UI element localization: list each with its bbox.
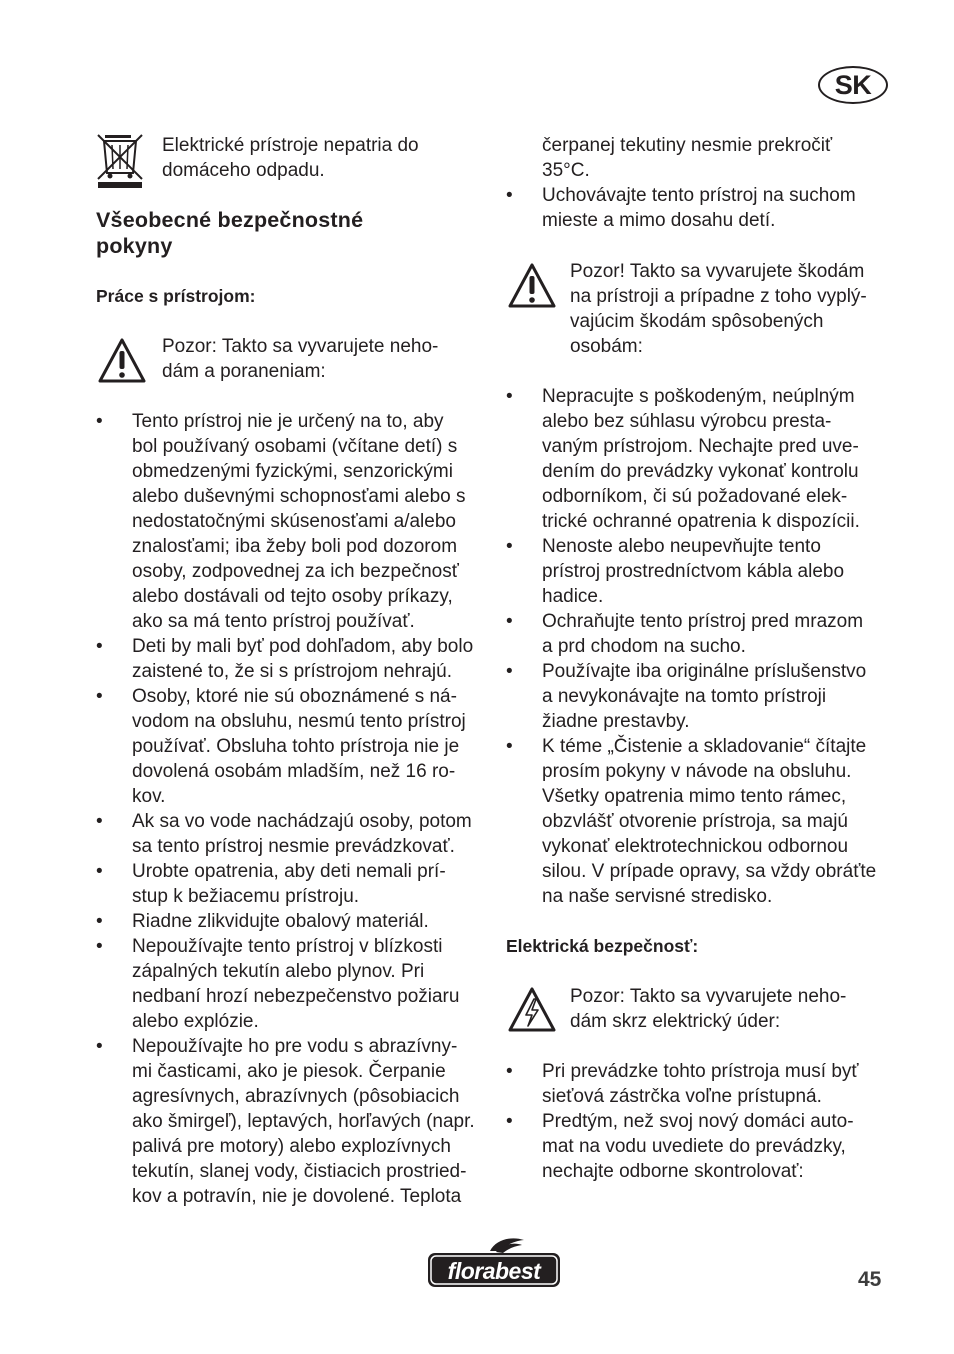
text-line: Ochraňujte tento prístroj pred mrazom bbox=[542, 611, 864, 632]
text-line: alebo explózie. bbox=[132, 1011, 259, 1032]
text-line: stup k bežiacemu prístroju. bbox=[132, 886, 360, 907]
work-heading: Práce s prístrojom: bbox=[96, 286, 256, 306]
text-line: silou. V prípade opravy, sa vždy obráťte bbox=[542, 861, 877, 882]
section-title-line: Všeobecné bezpečnostné bbox=[96, 208, 364, 232]
text-line: Pozor! Takto sa vyvarujete škodám bbox=[570, 261, 865, 282]
text-line: a nevykonávajte na tomto prístroji bbox=[542, 686, 827, 707]
text-line: sa tento prístroj nesmie prevádzkovať. bbox=[132, 836, 455, 857]
bullet-icon: • bbox=[506, 536, 513, 557]
text-line: nechajte odborne skontrolovať: bbox=[542, 1161, 804, 1182]
text-line: na prístroji a prípadne z toho vyplý- bbox=[570, 286, 867, 307]
text-line: Urobte opatrenia, aby deti nemali prí- bbox=[132, 861, 446, 882]
text-line: 35°C. bbox=[542, 160, 590, 181]
text-line: alebo duševnými schopnosťami alebo s bbox=[132, 486, 466, 507]
brand-logo-text: florabest bbox=[447, 1258, 541, 1284]
text-line: vykonať elektrotechnickou odbornou bbox=[542, 836, 849, 857]
text-line: Uchovávajte tento prístroj na suchom bbox=[542, 185, 856, 206]
text-line: Osoby, ktoré nie sú oboznámené s ná- bbox=[132, 686, 457, 707]
high-voltage-icon bbox=[508, 986, 556, 1033]
text-line: dám skrz elektrický úder: bbox=[570, 1011, 781, 1032]
text-line: Pri prevádzke tohto prístroja musí byť bbox=[542, 1061, 859, 1082]
crossed-out-wheelie-bin-icon bbox=[96, 133, 144, 189]
bullet-icon: • bbox=[96, 636, 103, 657]
bullet-icon: • bbox=[506, 185, 513, 206]
language-badge: SK bbox=[818, 66, 888, 104]
text-line: Všetky opatrenia mimo tento rámec, bbox=[542, 786, 847, 807]
bullet-icon: • bbox=[96, 1036, 103, 1057]
text-line: domáceho odpadu. bbox=[162, 160, 325, 181]
text-line: osobám: bbox=[570, 336, 643, 357]
text-line: trické ochranné opatrenia k dispozícii. bbox=[542, 511, 860, 532]
text-line: vodom na obsluhu, nesmú tento prístroj bbox=[132, 711, 466, 732]
text-line: kov. bbox=[132, 786, 166, 807]
bullet-icon: • bbox=[506, 1111, 513, 1132]
text-line: Predtým, než svoj nový domáci auto- bbox=[542, 1111, 854, 1132]
bullet-icon: • bbox=[506, 736, 513, 757]
bullet-icon: • bbox=[96, 911, 103, 932]
warning-electric-text bbox=[570, 984, 846, 1034]
text-line: hadice. bbox=[542, 586, 604, 607]
text-line: dovolená osobám mladším, než 16 ro- bbox=[132, 761, 456, 782]
text-line: vaným prístrojom. Nechajte pred uve- bbox=[542, 436, 859, 457]
text-line: Elektrické prístroje nepatria do bbox=[162, 135, 419, 156]
text-line: Riadne zlikvidujte obalový materiál. bbox=[132, 911, 429, 932]
text-line: mi časticami, ako je piesok. Čerpanie bbox=[132, 1061, 446, 1082]
text-line: znalosťami; iba žeby boli pod dozorom bbox=[132, 536, 458, 557]
text-line: Používajte iba originálne príslušenstvo bbox=[542, 661, 867, 682]
text-line: Pozor: Takto sa vyvarujete neho- bbox=[570, 986, 847, 1007]
bullet-icon: • bbox=[506, 1061, 513, 1082]
page-number: 45 bbox=[858, 1268, 882, 1291]
text-line: vajúcim škodám spôsobených bbox=[570, 311, 824, 332]
text-line: na naše servisné stredisko. bbox=[542, 886, 773, 907]
text-line: Deti by mali byť pod dohľadom, aby bolo bbox=[132, 636, 474, 657]
text-line: ako sa má tento prístroj používať. bbox=[132, 611, 415, 632]
text-line: alebo bez súhlasu výrobcu presta- bbox=[542, 411, 832, 432]
text-line: mieste a mimo dosahu detí. bbox=[542, 210, 776, 231]
text-line: tekutín, slanej vody, čistiacich prostried- bbox=[132, 1161, 467, 1182]
disposal-note bbox=[162, 133, 419, 183]
text-line: Nenoste alebo neupevňujte tento bbox=[542, 536, 821, 557]
text-line: ako šmirgeľ), leptavých, horľavých (napr. bbox=[132, 1111, 475, 1132]
text-line: kov a potravín, nie je dovolené. Teplota bbox=[132, 1186, 462, 1207]
bullet-icon: • bbox=[506, 386, 513, 407]
text-line: bol používaný osobami (včítane detí) s bbox=[132, 436, 458, 457]
text-line: a prd chodom na sucho. bbox=[542, 636, 746, 657]
section-title-line: pokyny bbox=[96, 234, 173, 258]
text-line: Nepoužívajte tento prístroj v blízkosti bbox=[132, 936, 443, 957]
text-line: obzvlášť otvorenie prístroja, sa majú bbox=[542, 811, 848, 832]
text-line: dením do prevádzky vykonať kontrolu bbox=[542, 461, 859, 482]
text-line: používať. Obsluha tohto prístroja nie je bbox=[132, 736, 460, 757]
text-line: sieťová zástrčka voľne prístupná. bbox=[542, 1086, 822, 1107]
text-line: Nepoužívajte ho pre vodu s abrazívny- bbox=[132, 1036, 458, 1057]
bullet-icon: • bbox=[96, 861, 103, 882]
text-line: nedostatočnými skúsenosťami a/alebo bbox=[132, 511, 456, 532]
text-line: Pozor: Takto sa vyvarujete neho- bbox=[162, 336, 439, 357]
text-line: zaistené to, že si s prístrojom nehrajú. bbox=[132, 661, 452, 682]
bullet-icon: • bbox=[506, 661, 513, 682]
text-line: palivá pre motory) alebo explozívnych bbox=[132, 1136, 451, 1157]
electrical-heading: Elektrická bezpečnosť: bbox=[506, 936, 699, 956]
text-line: Nepracujte s poškodeným, neúplným bbox=[542, 386, 855, 407]
text-line: Ak sa vo vode nachádzajú osoby, potom bbox=[132, 811, 472, 832]
bullet-icon: • bbox=[96, 936, 103, 957]
bullet-icon: • bbox=[506, 611, 513, 632]
text-line: prístroj prostredníctvom kábla alebo bbox=[542, 561, 845, 582]
warning-triangle-icon bbox=[508, 262, 556, 309]
section-title bbox=[96, 207, 363, 259]
text-line: žiadne prestavby. bbox=[542, 711, 690, 732]
text-line: čerpanej tekutiny nesmie prekročiť bbox=[542, 135, 833, 156]
bullet-icon: • bbox=[96, 411, 103, 432]
text-line: Tento prístroj nie je určený na to, aby bbox=[132, 411, 444, 432]
text-line: prosím pokyny v návode na obsluhu. bbox=[542, 761, 852, 782]
warning-injury-text bbox=[162, 334, 438, 384]
text-line: agresívnych, abrazívnych (pôsobiacich bbox=[132, 1086, 460, 1107]
bullet-icon: • bbox=[96, 686, 103, 707]
text-line: nedbaní hrozí nebezpečenstvo požiaru bbox=[132, 986, 460, 1007]
bullet-icon: • bbox=[96, 811, 103, 832]
warning-triangle-icon bbox=[98, 337, 146, 384]
text-line: osoby, zodpovednej za ich bezpečnosť bbox=[132, 561, 459, 582]
warning-damage-text bbox=[570, 259, 867, 359]
text-line: dám a poraneniam: bbox=[162, 361, 326, 382]
text-line: obmedzenými fyzickými, senzorickými bbox=[132, 461, 453, 482]
brand-logo bbox=[426, 1237, 562, 1291]
continuation-text bbox=[542, 133, 832, 183]
text-line: alebo dostávali od tejto osoby príkazy, bbox=[132, 586, 453, 607]
text-line: mat na vodu uvediete do prevádzky, bbox=[542, 1136, 846, 1157]
text-line: odborníkom, či sú požadované elek- bbox=[542, 486, 848, 507]
text-line: zápalných tekutín alebo plynov. Pri bbox=[132, 961, 425, 982]
text-line: K téme „Čistenie a skladovanie“ čítajte bbox=[542, 736, 867, 757]
